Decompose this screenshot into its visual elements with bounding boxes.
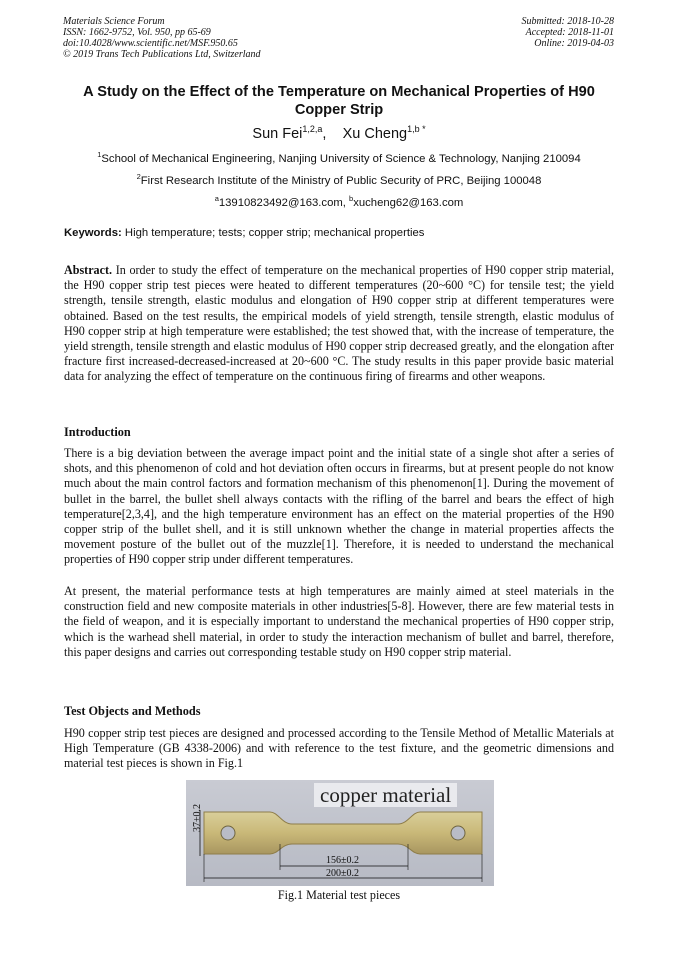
accepted-date: Accepted: 2018-11-01	[525, 27, 614, 38]
author-1-name: Sun Fei	[252, 125, 303, 142]
author-1-sup: 1,2,a	[302, 124, 323, 134]
dimension-total: 200±0.2	[326, 868, 359, 879]
affiliation-1-sup: 1	[97, 150, 102, 159]
author-2-sup: 1,b *	[407, 124, 426, 134]
keywords	[64, 227, 424, 239]
figure-1-caption: Fig.1 Material test pieces	[277, 888, 401, 902]
keywords-text: High temperature; tests; copper strip; mechanical properties	[124, 227, 425, 239]
methods-heading: Test Objects and Methods	[64, 704, 201, 718]
affiliation-2	[0, 172, 678, 187]
email-b: xucheng62@163.com	[353, 196, 464, 209]
keywords-label: Keywords:	[64, 227, 122, 239]
introduction-paragraph-2: At present, the material performance tests at high temperatures are mainly aimed at steel materials in the construction field and new composite materials in other industries[5-8]. However, there are few material tests in the field of weapon, and it is especially important to understand the mechanical properties of H90 copper strip, which is the warhead shell material, in order to study the interaction mechanism of bullet and barrel, therefore, this paper designs and carries out corresponding testable study on H90 copper strip material.	[64, 584, 614, 659]
affiliation-1-text: School of Mechanical Engineering, Nanjing University of Science & Technology, Nanjing 210094	[101, 152, 581, 165]
author-emails	[0, 194, 678, 209]
strip-hole-right	[451, 826, 465, 840]
journal-doi: doi:10.4028/www.scientific.net/MSF.950.65	[63, 38, 238, 49]
submission-dates	[522, 16, 615, 49]
abstract	[64, 263, 614, 385]
journal-copyright: © 2019 Trans Tech Publications Ltd, Switzerland	[63, 49, 261, 60]
strip-hole-left	[221, 826, 235, 840]
journal-name: Materials Science Forum	[63, 16, 165, 27]
dimension-mid: 156±0.2	[326, 855, 359, 866]
submitted-date: Submitted: 2018-10-28	[521, 16, 614, 27]
figure-label: copper material	[314, 783, 457, 807]
introduction-heading: Introduction	[64, 425, 131, 439]
paper-title: A Study on the Effect of the Temperature on Mechanical Properties of H90 Copper Strip	[83, 84, 595, 118]
email-a: 13910823492@163.com,	[218, 196, 346, 209]
email-b-sup: b	[349, 194, 354, 203]
journal-issn: ISSN: 1662-9752, Vol. 950, pp 65-69	[63, 27, 211, 38]
introduction-paragraph-1: There is a big deviation between the average impact point and the initial state of a single shot after a series of shots, and this phenomenon of cold and hot deviation often occurs in firearms, but at present people do not know much about the main control factors and formation mechanism of this phenomenon[1]. During the movement of bullet in the barrel, the bullet shell always contacts with the rifling of the barrel and bears the effect of high temperature[2,3,4], and the high temperature environment has an effect on the material properties of the H90 copper strip of the bullet shell, and it is still unknown whether the change in material properties affects the movement posture of the bullet out of the muzzle[1]. Therefore, it is needed to understand the mechanical properties of H90 copper strip under different temperatures.	[64, 446, 614, 567]
online-date: Online: 2019-04-03	[534, 38, 614, 49]
affiliation-2-sup: 2	[136, 172, 141, 181]
author-separator: ,	[322, 125, 327, 142]
methods-paragraph-1: H90 copper strip test pieces are designed and processed according to the Tensile Method of Metallic Materials at High Temperature (GB 4338-2006) and with reference to the test fixture, and the geometric dimensions and material test pieces is shown in Fig.1	[64, 726, 614, 771]
email-a-sup: a	[214, 194, 219, 203]
figure-1	[186, 780, 494, 886]
journal-info	[63, 16, 261, 60]
author-line	[0, 124, 678, 142]
affiliation-1	[0, 150, 678, 165]
abstract-label: Abstract.	[64, 263, 113, 277]
abstract-text: In order to study the effect of temperature on the mechanical properties of H90 copper strip material, the H90 copper strip test pieces were heated to different temperatures (20~600 °C) for tensile test; the yield strength, tensile strength, elastic modulus and elongation of H90 copper strip at different temperatures were obtained. Based on the test results, the empirical models of yield strength, tensile strength, elastic modulus of H90 copper strip at high temperature were established; the test showed that, with the increase of temperature, the yield strength, tensile strength and elastic modulus of H90 copper strip decreased greatly, and the elongation after fracture first increased-decreased-increased at 20~600 °C. The study results in this paper provide basic material data for analyzing the effect of temperature on the continuous firing of firearms and other weapons.	[64, 263, 614, 384]
affiliation-2-text: First Research Institute of the Ministry of Public Security of PRC, Beijing 100048	[140, 174, 542, 187]
author-2-name: Xu Cheng	[342, 125, 408, 142]
copper-strip	[204, 812, 482, 854]
dimension-height: 37±0.2	[192, 804, 203, 832]
